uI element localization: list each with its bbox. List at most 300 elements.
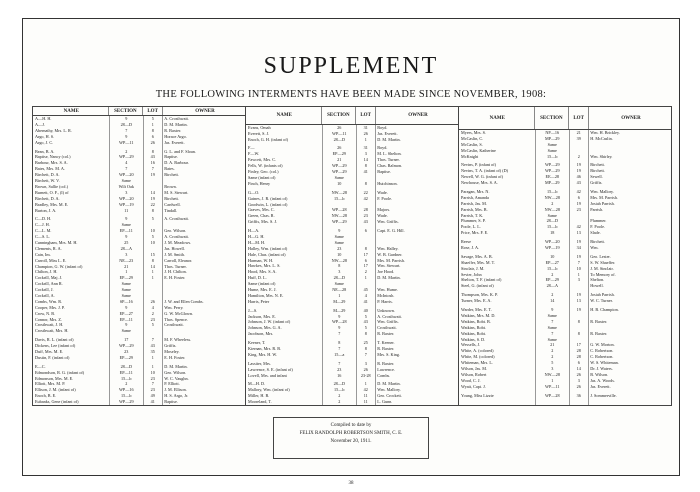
section-cell: 10 xyxy=(337,180,342,186)
name-cell: Miller, H. B. xyxy=(248,393,270,399)
section-cell: 5 xyxy=(551,360,554,366)
section-cell: 7 xyxy=(125,127,128,133)
owner-cell: B. Wilson. xyxy=(590,371,609,377)
owner-cell: Cardwell. xyxy=(164,201,181,207)
name-cell: Everett, S. J. xyxy=(248,130,270,136)
lot-cell: 19 xyxy=(576,239,581,245)
lot-cell: 31 xyxy=(363,124,368,130)
lot-cell: 8 xyxy=(364,163,367,169)
lot-cell: 41 xyxy=(363,298,368,304)
owner-cell: W. C. Turner. xyxy=(590,298,613,304)
name-cell: Crosthwait, Mrs. H. xyxy=(35,328,69,334)
owner-cell: Mrs. M. Parrish. xyxy=(377,257,405,263)
lot-cell: 13 xyxy=(576,230,581,236)
owner-cell: F. Poole. xyxy=(377,195,392,201)
owner-cell: Baptise. xyxy=(164,154,178,160)
section-cell: WP—29 xyxy=(544,162,560,168)
lot-cell: 10 xyxy=(150,228,155,234)
owner-cell: J. M. Sinclair. xyxy=(590,265,614,271)
section-cell: EP—29 xyxy=(545,277,559,283)
name-cell: Argo, J. C. xyxy=(35,139,54,145)
table-row xyxy=(33,399,245,405)
section-cell: 2 xyxy=(125,148,128,154)
name-cell: Lassiter, Mrs. xyxy=(248,360,271,366)
owner-cell: R. Baxter. xyxy=(590,330,608,336)
name-cell: C—D. H. xyxy=(35,216,52,222)
owner-cell: D. M. Martin. xyxy=(164,122,188,128)
owner-cell: J. Sommerville. xyxy=(590,392,617,398)
section-cell: WP—11 xyxy=(119,139,134,145)
section-cell: 23 xyxy=(124,348,129,354)
lot-cell: 6 xyxy=(577,360,580,366)
section-cell: SP—16 xyxy=(119,298,133,304)
owner-cell: Combs. xyxy=(377,372,391,378)
owner-cell: D. M. Martin. xyxy=(377,275,401,281)
section-cell: 28—D xyxy=(333,381,345,387)
table-row xyxy=(459,180,671,186)
section-cell: 28—A xyxy=(120,245,132,251)
name-cell: Same (infant of) xyxy=(248,281,276,287)
section-cell: 9 xyxy=(338,228,341,234)
name-cell: Griffis, Mrs. S. J. xyxy=(248,219,278,225)
owner-cell: H. S. Argo, Jr. xyxy=(164,393,189,399)
name-cell: Mallory, Wm. (infant of) xyxy=(248,387,290,393)
lot-cell: 7 xyxy=(577,259,580,265)
owner-cell: Wm. Griffis. xyxy=(377,219,399,225)
section-cell: Same xyxy=(334,281,344,287)
name-cell: Cockrill, J. xyxy=(35,287,54,293)
owner-cell: Wm. Hume. xyxy=(377,286,398,292)
section-cell: 15—b xyxy=(334,195,345,201)
lot-cell: 17 xyxy=(576,342,581,348)
owner-cell: Thos. Spence. xyxy=(164,316,188,322)
owner-cell: Thos. Turner. xyxy=(377,157,400,163)
name-cell: Reese xyxy=(461,239,471,245)
owner-cell: Wade. xyxy=(377,213,388,219)
lot-cell: 42 xyxy=(576,224,581,230)
owner-cell: Parrish. xyxy=(590,206,604,212)
section-cell: 7 xyxy=(125,166,128,172)
name-cell: H—M. H. xyxy=(248,239,266,245)
lot-cell: 21 xyxy=(576,130,581,135)
page-number: 38 xyxy=(348,481,354,486)
name-cell: Johnson, Mrs. G. A. xyxy=(248,325,282,331)
owner-cell: M. F. Wheeless. xyxy=(164,337,192,343)
owner-cell: Baptise. xyxy=(164,399,178,405)
owner-cell: S. W. Shaeffer. xyxy=(590,259,616,265)
table-column-group xyxy=(33,107,246,405)
lot-cell xyxy=(569,283,588,289)
section-cell: M—29 xyxy=(333,298,346,304)
owner-cell: W. S. Whiteman. xyxy=(590,360,619,366)
name-cell: Price, Mrs. F. E. xyxy=(461,230,489,236)
section-cell: Same xyxy=(334,239,344,245)
header-name: NAME xyxy=(246,107,322,124)
section-cell: Same xyxy=(121,178,131,184)
name-cell: McCaslin, C. xyxy=(461,135,484,141)
lot-cell: 34 xyxy=(576,245,581,251)
section-cell: 15—a xyxy=(334,351,345,357)
name-cell: White, A. (colored) xyxy=(461,348,494,354)
name-cell: Fawcett, Mrs. C. xyxy=(248,157,277,163)
owner-cell: Brown. xyxy=(164,183,177,189)
name-cell: King, Mrs. H. W. xyxy=(248,351,277,357)
owner-cell: M. L. Shelton. xyxy=(377,151,402,157)
section-cell: Same xyxy=(547,324,557,330)
name-cell: Hale, Chas. (infant of) xyxy=(248,251,286,257)
lot-cell: 25 xyxy=(363,340,368,346)
owner-cell: A. Crosthwait. xyxy=(164,216,189,222)
section-cell: WP—29 xyxy=(118,154,134,160)
lot-cell: 17 xyxy=(363,263,368,269)
owner-cell: E. H. Foster. xyxy=(164,354,186,360)
header-section: SECTION xyxy=(535,107,570,129)
section-cell: 28—D xyxy=(333,136,345,142)
lot-cell: 2 xyxy=(151,310,154,316)
owner-cell: Sewell. xyxy=(590,174,603,180)
name-cell: Bean, B. A. xyxy=(35,148,55,154)
name-cell: Huff, D. L. xyxy=(248,275,267,281)
lot-cell: 6 xyxy=(364,228,367,234)
section-cell: WP—28 xyxy=(331,207,347,213)
lot-cell: 35 xyxy=(150,348,155,354)
lot-cell: 14 xyxy=(363,157,368,163)
column-divider xyxy=(356,125,357,405)
name-cell: Cooper, Mrs. J. P. xyxy=(35,304,65,310)
column-divider xyxy=(569,130,570,405)
lot-cell: 5 xyxy=(364,325,367,331)
section-cell: Same xyxy=(121,328,131,334)
section-cell: 28—D xyxy=(546,218,558,224)
owner-cell: Howell. xyxy=(590,283,604,289)
name-cell: Clements, R. A. xyxy=(35,245,62,251)
owner-cell: To Memory of. xyxy=(590,271,616,277)
name-cell: Eubanks, Gene (infant of) xyxy=(35,399,79,405)
section-cell: 1 xyxy=(551,377,554,383)
compiled-by-box xyxy=(273,417,429,459)
lot-cell: 4 xyxy=(151,304,154,310)
section-cell: 7 xyxy=(551,318,554,324)
lot-cell: 14 xyxy=(150,189,155,195)
name-cell: Crosthwait, J. H. xyxy=(35,322,64,328)
owner-cell: Josiah Parrish. xyxy=(590,200,615,206)
owner-cell: R. Baxter. xyxy=(590,318,608,324)
table-header xyxy=(459,107,671,130)
table-column-group xyxy=(246,107,459,405)
name-cell: Finley, Geo. (col.) xyxy=(248,169,279,175)
name-cell: Abernathy, Mrs. L. R. xyxy=(35,127,72,133)
lot-cell: 40 xyxy=(363,307,368,313)
lot-cell: 26 xyxy=(576,371,581,377)
lot-cell: 28 xyxy=(363,207,368,213)
section-cell: WP—29 xyxy=(331,163,347,169)
name-cell: Crow, N. B. xyxy=(35,310,56,316)
lot-cell: 8 xyxy=(364,345,367,351)
section-cell: 2 xyxy=(551,348,554,354)
lot-cell: 16 xyxy=(150,160,155,166)
section-cell: WP—20 xyxy=(118,172,134,178)
lot-cell: 8 xyxy=(364,245,367,251)
column-divider xyxy=(588,130,589,405)
owner-cell: J. M. Ellison. xyxy=(164,387,187,393)
owner-cell: Jas. Everett. xyxy=(590,383,611,389)
section-cell: NE—28 xyxy=(332,286,347,292)
lot-cell: 43 xyxy=(150,154,155,160)
section-cell: 15—b xyxy=(547,153,558,159)
owner-cell: R. Baxter. xyxy=(377,345,395,351)
owner-cell: F. Poole. xyxy=(590,224,605,230)
section-cell: 2 xyxy=(125,381,128,387)
section-cell: 9 xyxy=(125,116,128,122)
name-cell: Plummer, S. P. xyxy=(461,218,486,224)
owner-cell: Wm. Halley. xyxy=(377,245,399,251)
section-cell: NW—28 xyxy=(544,206,560,212)
table-column-group xyxy=(459,107,671,405)
owner-cell: Bates. xyxy=(164,166,175,172)
lot-cell: 14 xyxy=(576,365,581,371)
section-cell: M—29 xyxy=(333,307,346,313)
lot-cell: 19 xyxy=(576,162,581,168)
name-cell: Wood, C. J. xyxy=(461,377,481,383)
lot-cell: 3 xyxy=(364,360,367,366)
section-cell: Same xyxy=(334,233,344,239)
name-cell: Burton, J. A. xyxy=(35,207,57,213)
lot-cell: 6 xyxy=(577,194,580,200)
section-cell: 9 xyxy=(125,234,128,240)
header-section: SECTION xyxy=(322,107,357,124)
header-lot: LOT xyxy=(569,107,589,129)
owner-cell: C. Robertson. xyxy=(590,348,614,354)
section-cell: 7 xyxy=(551,330,554,336)
lot-cell: 8 xyxy=(577,318,580,324)
section-cell: NE—23 xyxy=(119,257,134,263)
section-cell: WP—29 xyxy=(118,343,134,349)
name-cell: Fells, W. (infants of) xyxy=(248,163,283,169)
owner-cell: Mrs. M. Parrish. xyxy=(590,194,618,200)
name-cell: Combs, Wm. R. xyxy=(35,298,63,304)
section-cell: EP—29 xyxy=(119,354,133,360)
name-cell: Gaines, J. R. (infant of) xyxy=(248,195,288,201)
section-cell: Same xyxy=(334,174,344,180)
owner-cell: R. Baxter. xyxy=(377,331,395,337)
owner-cell: Josiah Parrish. xyxy=(590,292,615,298)
section-cell: WP—29 xyxy=(331,169,347,175)
owner-cell: Carroll, Eleanor. xyxy=(164,257,193,263)
lot-cell xyxy=(143,328,162,334)
lot-cell: 41 xyxy=(150,399,155,405)
section-cell: 7 xyxy=(338,345,341,351)
name-cell: C—L. M. xyxy=(35,228,52,234)
lot-cell: 39 xyxy=(576,135,581,141)
section-cell: 23 xyxy=(337,245,342,251)
lot-cell: 8 xyxy=(364,331,367,337)
name-cell: Watkins, S. D. xyxy=(461,336,486,342)
owner-cell: Majors. xyxy=(377,207,391,213)
owner-cell: Griffis. xyxy=(590,180,603,186)
owner-cell: H. McCaslin. xyxy=(590,135,613,141)
name-cell: H—A. xyxy=(248,228,260,234)
name-cell: C—S. L. xyxy=(35,234,51,240)
name-cell: Watkins, Robt. B. xyxy=(461,318,491,324)
owner-cell: Mrs. S. King. xyxy=(377,351,400,357)
section-cell: Wilt Oak xyxy=(118,183,134,189)
name-cell: Chilton, J. H. xyxy=(35,269,58,275)
owner-cell: Jas. Howell. xyxy=(164,245,185,251)
owner-cell: Joe Hood. xyxy=(377,269,395,275)
lot-cell: 19 xyxy=(576,200,581,206)
lot-cell: 6 xyxy=(151,133,154,139)
owner-cell: L. Gunn. xyxy=(377,399,393,405)
table-row xyxy=(459,384,671,390)
lot-cell: 2 xyxy=(364,269,367,275)
lot-cell: 1 xyxy=(151,122,154,128)
name-cell: H—G. H. xyxy=(248,233,265,239)
table-header xyxy=(246,107,458,125)
owner-cell: D. A. Barbour. xyxy=(164,160,189,166)
section-cell: 4 xyxy=(125,160,128,166)
owner-cell: Wm. Mallory. xyxy=(590,189,614,195)
owner-cell xyxy=(162,328,245,334)
name-cell: Hawkes, Mrs. L. S. xyxy=(248,263,281,269)
name-cell: Enoch, G. H. (infant of) xyxy=(248,136,289,142)
lot-cell: 4 xyxy=(364,292,367,298)
name-cell: Watkins, Robt. xyxy=(461,330,486,336)
name-cell: Graves, Mrs. C. xyxy=(248,207,275,213)
lot-cell: 3 xyxy=(577,377,580,383)
lot-cell: 42 xyxy=(363,195,368,201)
lot-cell: 7 xyxy=(151,381,154,387)
name-cell: Bradley, Mrs. M. E. xyxy=(35,201,69,207)
owner-cell: W. C. Vaughn. xyxy=(164,375,189,381)
owner-cell: D. M. Martin. xyxy=(164,363,188,369)
section-cell: Same xyxy=(547,336,557,342)
lot-cell: 10 xyxy=(576,265,581,271)
section-cell: MP—29 xyxy=(545,180,560,186)
lot-cell: 19 xyxy=(576,292,581,298)
owner-cell: Birchett. xyxy=(590,162,605,168)
section-cell: 18 xyxy=(550,230,555,236)
header-owner: OWNER xyxy=(408,112,428,118)
owner-cell: Plummer. xyxy=(590,218,607,224)
name-cell: Paragan, Mrs. N. xyxy=(461,189,490,195)
owner-cell: M. S. Stewart. xyxy=(164,189,189,195)
name-cell: Warder, Mrs. E. T. xyxy=(461,307,492,313)
section-cell: 9 xyxy=(125,322,128,328)
lot-cell: 26 xyxy=(363,366,368,372)
lot-cell: 19 xyxy=(150,172,155,178)
name-cell: Birchett, D. A. xyxy=(35,172,60,178)
owner-cell: Wade. xyxy=(377,189,388,195)
header-lot: LOT xyxy=(143,107,163,115)
owner-cell: Geo. Wilson. xyxy=(164,228,187,234)
table-row xyxy=(459,393,671,399)
owner-cell: G. W. Morton. xyxy=(590,342,615,348)
name-cell: Bates, Mrs. M. A. xyxy=(35,166,65,172)
name-cell: McKnight xyxy=(461,153,479,159)
header-name: NAME xyxy=(33,107,109,115)
section-cell: 7 xyxy=(338,360,341,366)
lot-cell: 3 xyxy=(364,151,367,157)
name-cell: White, M. (colored) xyxy=(461,354,495,360)
name-cell: Harman, W. H. xyxy=(248,257,274,263)
name-cell: Harris, Peter xyxy=(248,298,270,304)
lot-cell: 26 xyxy=(576,383,581,389)
section-cell: 8 xyxy=(338,340,341,346)
section-cell: 15—b xyxy=(547,189,558,195)
lot-cell: 46 xyxy=(576,174,581,180)
section-cell: 2 xyxy=(551,292,554,298)
column-divider xyxy=(109,116,110,405)
name-cell: Johnson, J. W. (infant of) xyxy=(248,319,291,325)
name-cell: Cockrill, Maj. J. xyxy=(35,275,63,281)
table-header xyxy=(33,107,245,116)
table-row xyxy=(246,181,458,187)
lot-cell: 1 xyxy=(364,136,367,142)
section-cell: EP—11 xyxy=(119,369,133,375)
name-cell: Shelton, T. F. (infant of) xyxy=(461,277,502,283)
name-cell: Rose, J. A. xyxy=(461,245,480,251)
lot-cell: 7 xyxy=(364,351,367,357)
section-cell: EP—29 xyxy=(119,275,133,281)
table-row xyxy=(246,352,458,358)
owner-cell: Hutchinson. xyxy=(377,180,398,186)
name-cell: Parrish, T. K. xyxy=(461,212,484,218)
name-cell: Elliott, Mrs. M. P. xyxy=(35,381,66,387)
section-cell: 9 xyxy=(551,307,554,313)
lot-cell: 1 xyxy=(151,354,154,360)
section-cell: 15—b xyxy=(121,375,132,381)
lot-cell: 41 xyxy=(363,169,368,175)
section-cell: EP—11 xyxy=(119,316,133,322)
section-cell: WP—28 xyxy=(331,319,347,325)
owner-cell: Crosthwait. xyxy=(377,325,397,331)
lot-cell: 1 xyxy=(151,269,154,275)
page-title: SUPPLEMENT xyxy=(263,53,439,79)
lot-cell: 22 xyxy=(363,189,368,195)
lot-cell: 28 xyxy=(576,348,581,354)
owner-cell: Griffis. xyxy=(164,343,177,349)
section-cell: 28—D xyxy=(333,275,345,281)
section-cell: Same xyxy=(547,147,557,153)
section-cell: 15—b xyxy=(121,393,132,399)
owner-cell: Birchett. xyxy=(590,239,605,245)
lot-cell: 2 xyxy=(577,153,580,159)
section-cell: 2 xyxy=(551,200,554,206)
section-cell: 1 xyxy=(338,292,341,298)
compiled-line: Compiled to date by xyxy=(330,423,372,428)
section-cell: Same xyxy=(547,141,557,147)
name-cell: Cockrill, A. xyxy=(35,292,55,298)
name-cell: Same (infant of) xyxy=(248,174,276,180)
table-row xyxy=(459,283,671,289)
owner-cell: Boyd. xyxy=(377,145,388,151)
lot-cell: 1 xyxy=(151,363,154,369)
name-cell: A—J. xyxy=(35,122,45,128)
name-cell: Hood, Mrs. S. A. xyxy=(248,269,277,275)
section-cell: 10 xyxy=(337,251,342,257)
name-cell: Wessells, J. xyxy=(461,342,481,348)
lot-cell: 8 xyxy=(151,207,154,213)
lot-cell: 19 xyxy=(576,307,581,313)
section-cell: MP—29 xyxy=(545,135,560,141)
section-cell: 15—b xyxy=(334,387,345,393)
lot-cell: 1 xyxy=(151,275,154,281)
header-owner: OWNER xyxy=(621,115,641,121)
lot-cell: 43 xyxy=(363,319,368,325)
name-cell: Halley, Wm. (infant of) xyxy=(248,245,288,251)
column-divider xyxy=(162,116,163,405)
section-cell: WP—20 xyxy=(118,195,134,201)
